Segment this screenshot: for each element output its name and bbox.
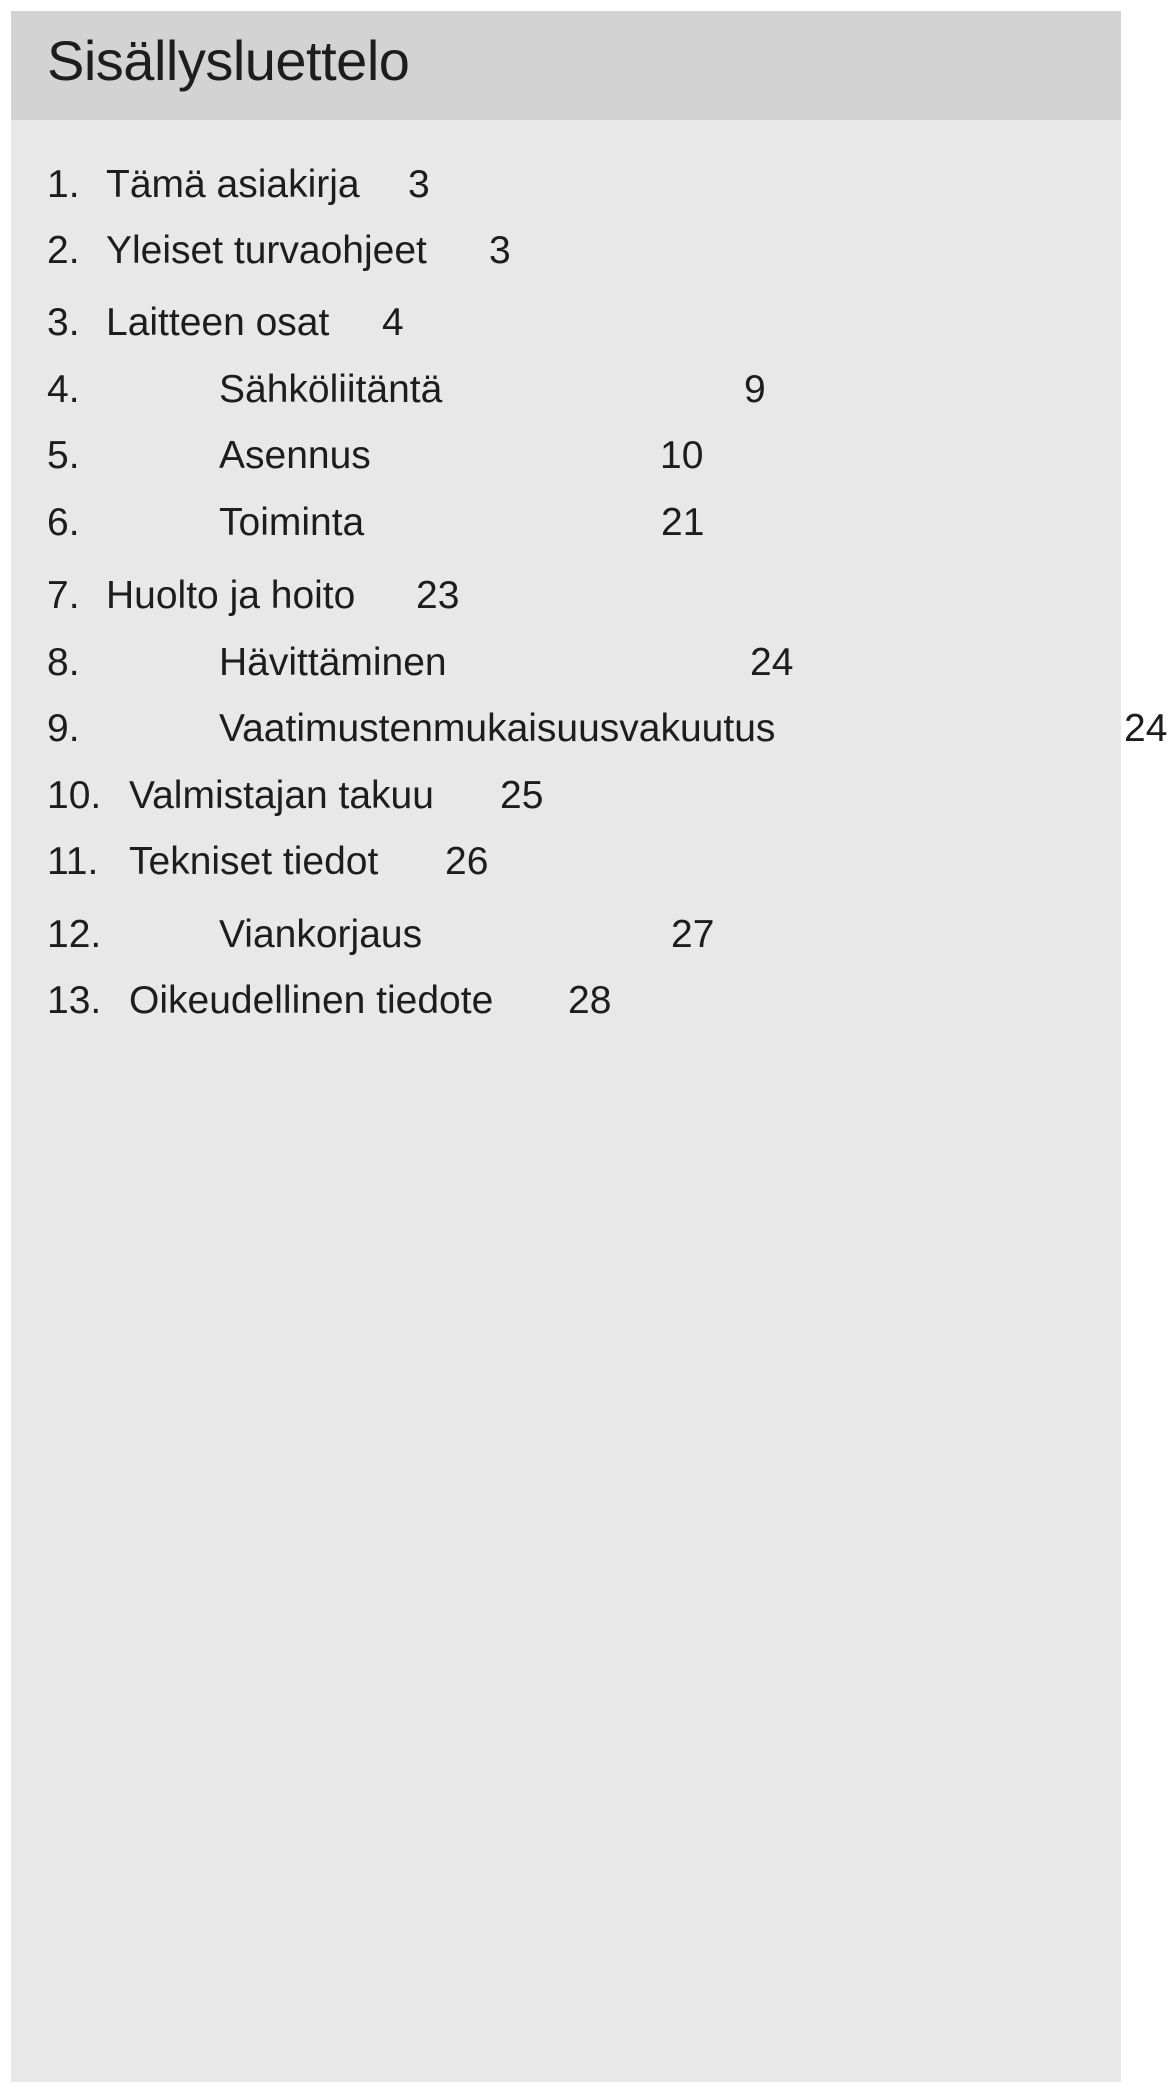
toc-label: Tämä asiakirja [106, 163, 360, 206]
toc-number: 12. [47, 913, 102, 956]
toc-number: 10. [47, 774, 102, 817]
toc-number: 3. [47, 301, 80, 344]
toc-number: 4. [47, 368, 80, 411]
toc-page: 27 [671, 913, 715, 956]
toc-page: 28 [568, 979, 612, 1022]
toc-page: 23 [416, 574, 460, 617]
toc-page: 24 [1124, 707, 1168, 750]
toc-label: Toiminta [219, 501, 365, 544]
toc-label: Laitteen osat [106, 301, 330, 344]
toc-number: 11. [47, 840, 99, 883]
toc-page: 24 [750, 641, 794, 684]
toc-page: 3 [408, 163, 430, 206]
toc-label: Valmistajan takuu [129, 774, 434, 817]
document-page [11, 11, 1168, 2082]
toc-label: Oikeudellinen tiedote [129, 979, 494, 1022]
toc-number: 8. [47, 641, 80, 684]
toc-label: Vaatimustenmukaisuusvakuutus [219, 707, 776, 750]
toc-label: Asennus [219, 434, 371, 477]
toc-page: 3 [489, 229, 511, 272]
page-title: Sisällysluettelo [47, 29, 410, 92]
toc-number: 9. [47, 707, 80, 750]
title-bar [11, 11, 1121, 120]
toc-page: 10 [660, 434, 704, 477]
toc-number: 7. [47, 574, 80, 617]
toc-number: 13. [47, 979, 102, 1022]
toc-label: Yleiset turvaohjeet [106, 229, 427, 272]
toc-page: 25 [500, 774, 544, 817]
toc-label: Hävittäminen [219, 641, 447, 684]
toc-number: 1. [47, 163, 80, 206]
toc-page: 9 [744, 368, 766, 411]
toc-label: Sähköliitäntä [219, 368, 443, 411]
toc-page: 26 [445, 840, 489, 883]
toc-number: 2. [47, 229, 80, 272]
toc-label: Huolto ja hoito [106, 574, 356, 617]
toc-label: Viankorjaus [219, 913, 423, 956]
toc-label: Tekniset tiedot [129, 840, 379, 883]
toc-number: 6. [47, 501, 80, 544]
toc-page: 4 [382, 301, 404, 344]
toc-number: 5. [47, 434, 80, 477]
toc-page: 21 [661, 501, 705, 544]
